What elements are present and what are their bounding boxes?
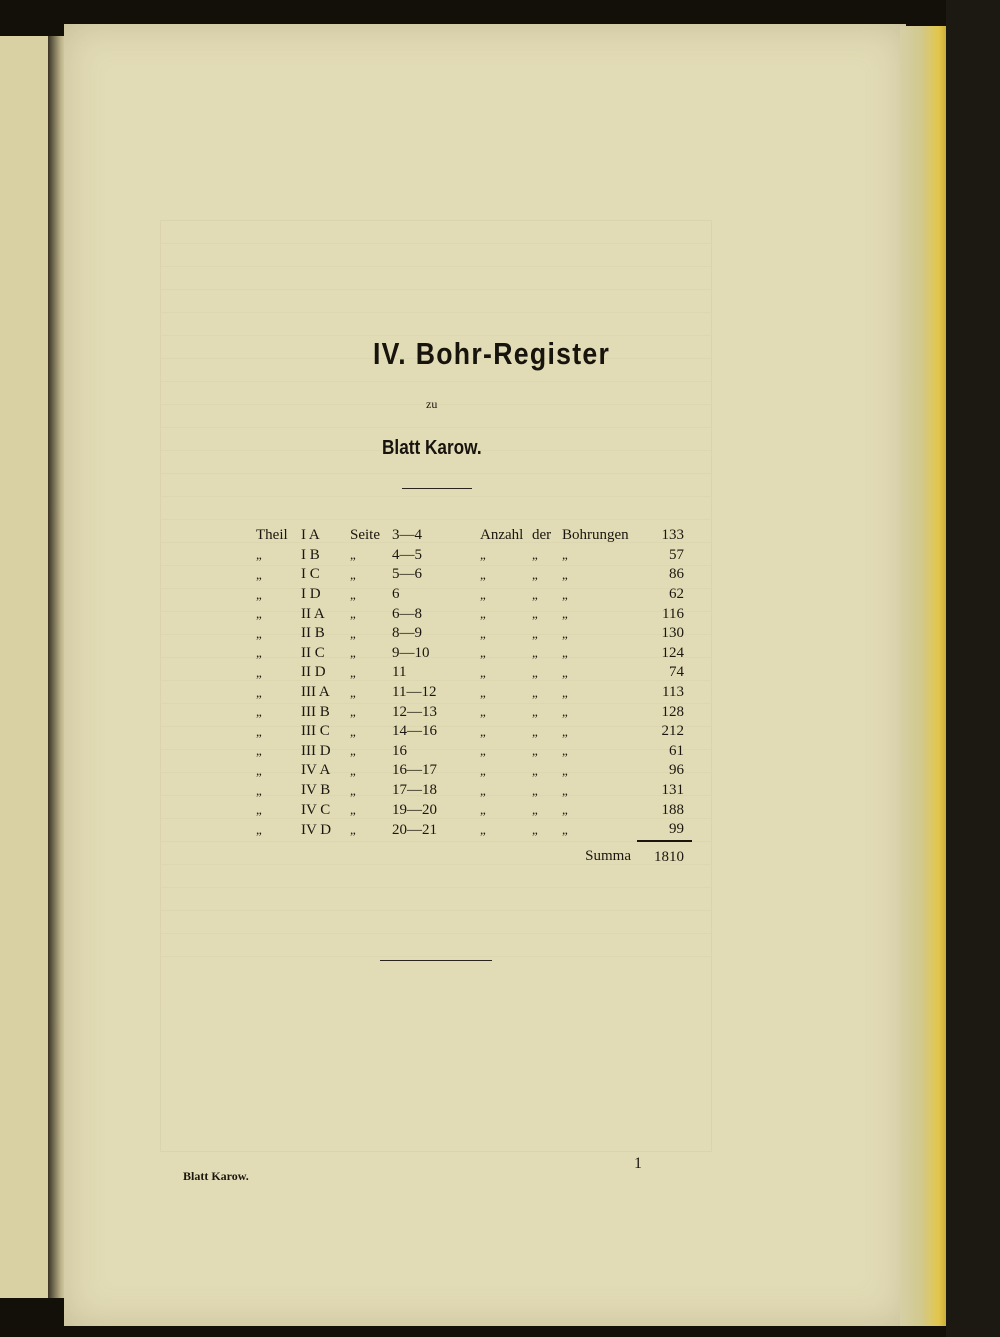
register-row <box>250 526 692 546</box>
register-theil: „ <box>256 684 262 700</box>
register-seite: „ <box>350 586 356 602</box>
register-page-range: 3—4 <box>392 527 422 544</box>
register-seite: „ <box>350 723 356 739</box>
register-count: 116 <box>662 605 684 622</box>
register-theil: „ <box>256 566 262 582</box>
register-der: „ <box>532 822 538 838</box>
register-bohrungen: „ <box>562 723 568 739</box>
register-theil: „ <box>256 782 262 798</box>
register-row <box>250 781 692 801</box>
register-seite: „ <box>350 547 356 563</box>
register-seite: „ <box>350 743 356 759</box>
register-anzahl: „ <box>480 762 486 778</box>
register-page-range: 6 <box>392 586 400 603</box>
register-bohrungen: „ <box>562 743 568 759</box>
title-rule <box>402 488 472 489</box>
page-title: IV. Bohr-Register <box>372 336 611 371</box>
register-theil: „ <box>256 606 262 622</box>
register-theil: „ <box>256 822 262 838</box>
register-anzahl: „ <box>480 566 486 582</box>
register-row <box>250 624 692 644</box>
register-der: „ <box>532 782 538 798</box>
register-count: 128 <box>661 703 684 720</box>
register-anzahl: „ <box>480 723 486 739</box>
register-theil: „ <box>256 664 262 680</box>
register-bohrungen: „ <box>562 704 568 720</box>
register-count: 188 <box>661 801 684 818</box>
register-der: „ <box>532 704 538 720</box>
left-page-edge <box>0 36 54 1298</box>
register-anzahl: „ <box>480 822 486 838</box>
register-der: „ <box>532 645 538 661</box>
register-part: III C <box>301 723 330 740</box>
register-seite: „ <box>350 802 356 818</box>
title-connector: zu <box>426 397 438 411</box>
register-der: „ <box>532 625 538 641</box>
register-part: IV C <box>301 801 331 818</box>
register-seite: „ <box>350 664 356 680</box>
register-count: 124 <box>661 644 684 661</box>
register-part: III B <box>301 703 330 720</box>
register-seite: „ <box>350 684 356 700</box>
register-row <box>250 702 692 722</box>
register-page-range: 4—5 <box>392 546 422 563</box>
register-bohrungen: „ <box>562 547 568 563</box>
register-anzahl: „ <box>480 704 486 720</box>
register-row <box>250 565 692 585</box>
register-count: 74 <box>669 664 684 681</box>
register-theil: „ <box>256 547 262 563</box>
register-seite: „ <box>350 566 356 582</box>
register-theil: „ <box>256 723 262 739</box>
summa-row <box>250 841 692 868</box>
page-subtitle: Blatt Karow. <box>382 437 482 459</box>
register-der: „ <box>532 762 538 778</box>
register-bohrungen: Bohrungen <box>562 527 629 544</box>
register-page-range: 11—12 <box>392 684 437 701</box>
footer-sheet-name: Blatt Karow. <box>183 1169 249 1183</box>
register-bohrungen: „ <box>562 664 568 680</box>
register-row <box>250 820 692 841</box>
register-seite: Seite <box>350 527 380 544</box>
register-page-range: 16—17 <box>392 762 437 779</box>
register-theil: „ <box>256 802 262 818</box>
register-seite: „ <box>350 782 356 798</box>
register-bohrungen: „ <box>562 566 568 582</box>
register-anzahl: „ <box>480 743 486 759</box>
register-bohrungen: „ <box>562 684 568 700</box>
register-page-range: 19—20 <box>392 801 437 818</box>
register-part: III D <box>301 742 331 759</box>
closing-rule <box>380 960 492 961</box>
register-der: „ <box>532 664 538 680</box>
register-row <box>250 663 692 683</box>
register-anzahl: „ <box>480 606 486 622</box>
register-page-range: 9—10 <box>392 644 430 661</box>
register-bohrungen: „ <box>562 822 568 838</box>
register-der: „ <box>532 802 538 818</box>
register-row <box>250 585 692 605</box>
register-row <box>250 683 692 703</box>
register-part: II D <box>301 664 326 681</box>
bohr-register-table <box>250 526 692 867</box>
register-part: III A <box>301 684 330 701</box>
register-page-range: 14—16 <box>392 723 437 740</box>
page-number: 1 <box>634 1155 642 1172</box>
register-row <box>250 722 692 742</box>
register-theil: „ <box>256 586 262 602</box>
register-anzahl: „ <box>480 645 486 661</box>
register-row <box>250 546 692 566</box>
register-page-range: 16 <box>392 742 407 759</box>
register-seite: „ <box>350 606 356 622</box>
register-seite: „ <box>350 822 356 838</box>
register-row <box>250 604 692 624</box>
register-count: 57 <box>669 546 684 563</box>
register-count: 61 <box>669 742 684 759</box>
register-count: 62 <box>669 586 684 603</box>
register-part: I D <box>301 586 321 603</box>
register-theil: „ <box>256 625 262 641</box>
register-page-range: 8—9 <box>392 625 422 642</box>
register-theil: „ <box>256 743 262 759</box>
register-count: 86 <box>669 566 684 583</box>
register-der: „ <box>532 547 538 563</box>
register-seite: „ <box>350 645 356 661</box>
register-part: II A <box>301 605 325 622</box>
register-seite: „ <box>350 704 356 720</box>
register-bohrungen: „ <box>562 586 568 602</box>
register-bohrungen: „ <box>562 762 568 778</box>
register-anzahl: Anzahl <box>480 527 524 544</box>
register-der: „ <box>532 743 538 759</box>
register-part: I A <box>301 527 320 544</box>
register-page-range: 20—21 <box>392 821 437 838</box>
register-part: I B <box>301 546 320 563</box>
register-bohrungen: „ <box>562 606 568 622</box>
register-seite: „ <box>350 762 356 778</box>
register-count: 133 <box>661 527 684 544</box>
register-anzahl: „ <box>480 782 486 798</box>
register-page-range: 11 <box>392 664 407 681</box>
register-der: „ <box>532 606 538 622</box>
register-row <box>250 800 692 820</box>
register-count: 130 <box>661 625 684 642</box>
register-part: IV D <box>301 821 332 838</box>
register-part: II B <box>301 625 325 642</box>
register-part: I C <box>301 566 320 583</box>
register-theil: „ <box>256 704 262 720</box>
register-count: 99 <box>637 820 692 841</box>
register-bohrungen: „ <box>562 645 568 661</box>
register-page-range: 5—6 <box>392 566 422 583</box>
register-page-range: 17—18 <box>392 782 437 799</box>
register-seite: „ <box>350 625 356 641</box>
summa-value: 1810 <box>654 848 684 865</box>
register-der: „ <box>532 566 538 582</box>
register-page-range: 12—13 <box>392 703 437 720</box>
register-der: „ <box>532 684 538 700</box>
register-anzahl: „ <box>480 684 486 700</box>
register-theil: Theil <box>256 527 288 544</box>
register-part: IV B <box>301 782 331 799</box>
register-theil: „ <box>256 645 262 661</box>
register-bohrungen: „ <box>562 625 568 641</box>
register-anzahl: „ <box>480 664 486 680</box>
register-page-range: 6—8 <box>392 605 422 622</box>
register-part: IV A <box>301 762 331 779</box>
register-count: 131 <box>661 782 684 799</box>
register-row <box>250 742 692 762</box>
register-part: II C <box>301 644 325 661</box>
register-anzahl: „ <box>480 586 486 602</box>
register-row <box>250 644 692 664</box>
register-bohrungen: „ <box>562 802 568 818</box>
register-theil: „ <box>256 762 262 778</box>
register-der: „ <box>532 586 538 602</box>
register-bohrungen: „ <box>562 782 568 798</box>
register-count: 96 <box>669 762 684 779</box>
summa-label: Summa <box>585 848 631 865</box>
register-der: „ <box>532 723 538 739</box>
register-anzahl: „ <box>480 547 486 563</box>
register-count: 212 <box>661 723 684 740</box>
register-anzahl: „ <box>480 625 486 641</box>
page-edges <box>900 26 952 1326</box>
register-anzahl: „ <box>480 802 486 818</box>
register-der: der <box>532 527 552 544</box>
register-row <box>250 761 692 781</box>
register-count: 113 <box>662 684 684 701</box>
book-cover <box>946 0 1000 1337</box>
